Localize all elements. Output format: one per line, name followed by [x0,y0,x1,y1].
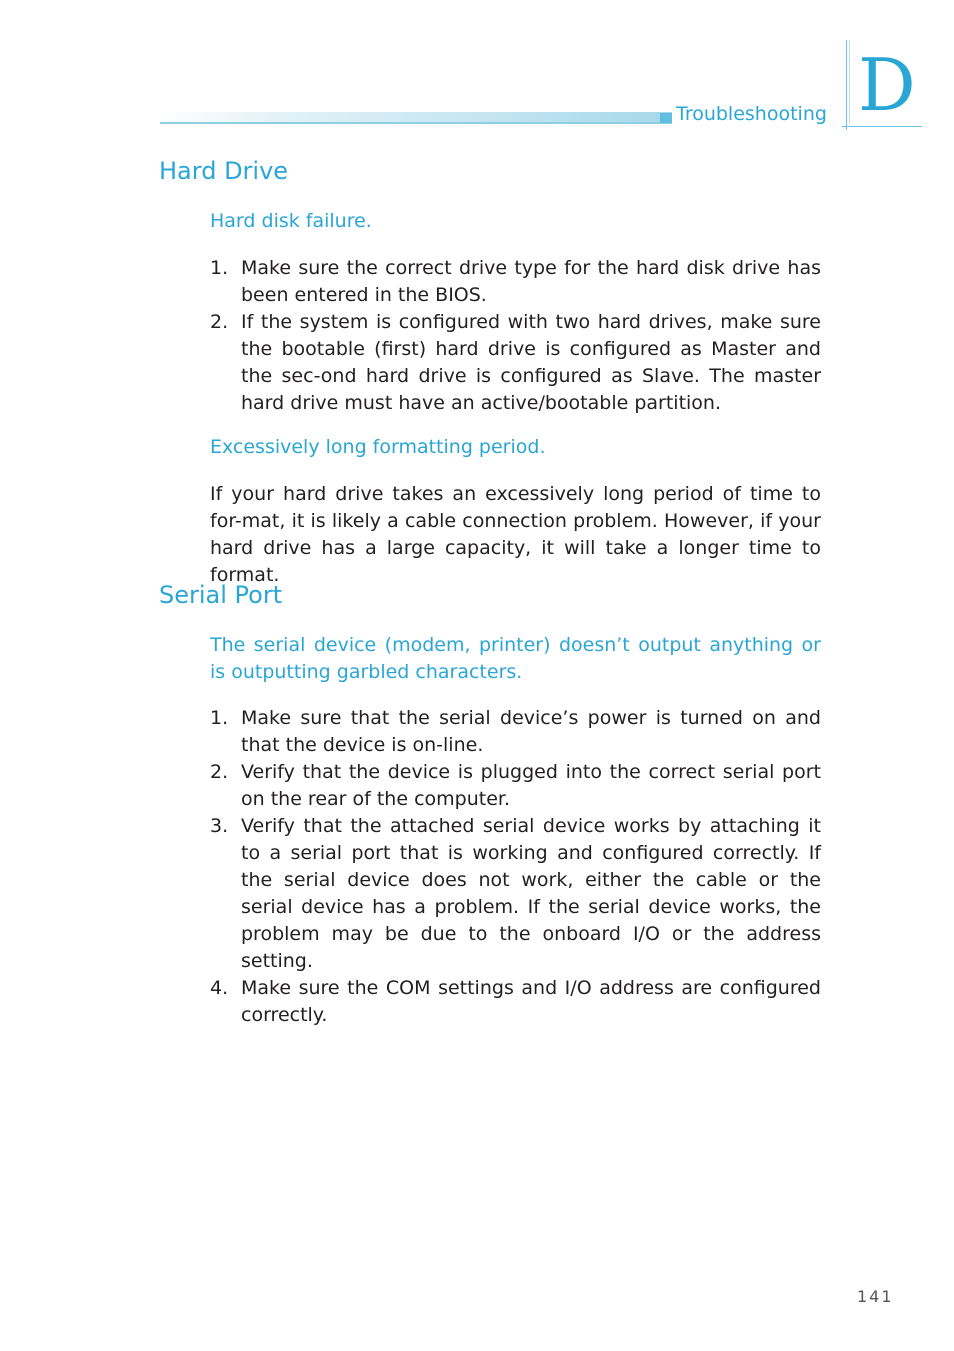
list-item-text: Verify that the attached serial device works by attaching it to a serial port that is working and configured correctly. If the serial device does not work, either the cable or the serial device has a problem. If the serial device works, the problem may be due to the onboard I/O or the address setting. [241,815,821,972]
list-item-number: 1. [210,257,229,279]
list-item-text: If the system is configured with two hard drives, make sure the bootable (first) hard drive is configured as Master and the sec-ond hard drive is configured as Slave. The master hard drive must have an active/bootable partition. [241,311,821,414]
list-item-text: Make sure the COM settings and I/O address are configured correctly. [241,977,821,1026]
list-item [210,813,821,975]
paragraph-long-formatting: If your hard drive takes an excessively long period of time to for-mat, it is likely a cable connection problem. However, if your hard drive has a large capacity, it will take a longer time to format. [210,483,821,586]
list-item-number: 2. [210,311,229,333]
list-item-text: Make sure the correct drive type for the hard disk drive has been entered in the BIOS. [241,257,821,306]
list-item-number: 1. [210,707,229,729]
page-number: 141 [857,1287,894,1306]
list-item [210,759,821,813]
list-item [210,975,821,1029]
subheading-hard-disk-failure: Hard disk failure. [210,210,372,232]
header-bar-endcap [660,113,672,123]
list-item [210,705,821,759]
list-item-text: Make sure that the serial device’s power is turned on and that the device is on-line. [241,707,821,756]
subheading-serial-device-issue: The serial device (modem, printer) doesn’t output anything or is outputting garbled characters. [210,634,821,683]
list-item [210,309,821,417]
hard-disk-failure-steps [210,255,821,417]
section-title-hard-drive: Hard Drive [159,157,289,185]
serial-port-steps [210,705,821,1029]
subheading-long-formatting: Excessively long formatting period. [210,436,546,458]
list-item-text: Verify that the device is plugged into the correct serial port on the rear of the computer. [241,761,821,810]
list-item-number: 3. [210,815,229,837]
list-item [210,255,821,309]
chapter-label: Troubleshooting [676,103,827,125]
chapter-tab-line [846,40,847,130]
chapter-letter: D [858,43,916,127]
list-item-number: 2. [210,761,229,783]
header-rule [160,122,672,124]
section-title-serial-port: Serial Port [159,581,283,609]
chapter-tab-inner-line [849,40,850,124]
list-item-number: 4. [210,977,229,999]
